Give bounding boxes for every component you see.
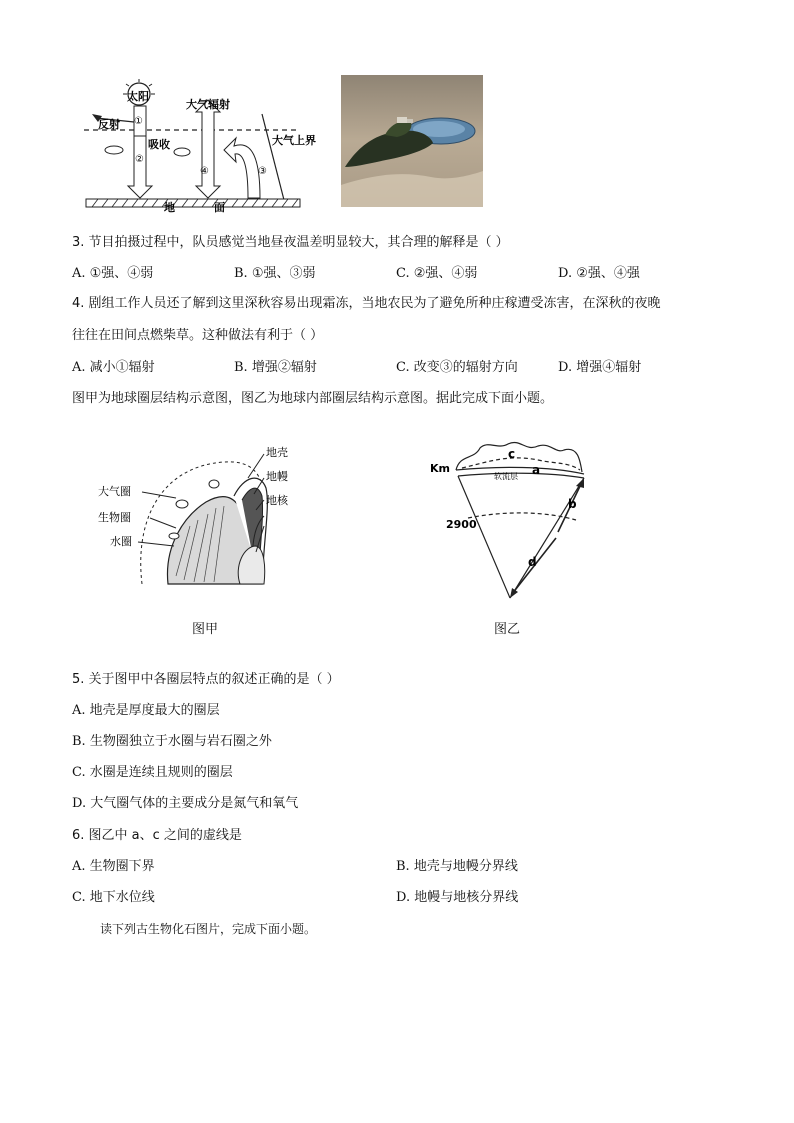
q4-option-a[interactable]: A. 减小①辐射 [72, 360, 155, 375]
crust-label: 地壳 [266, 446, 288, 459]
reflect-label: 反射 [98, 118, 120, 131]
desert-oasis-photo [341, 75, 483, 207]
svg-text:④: ④ [200, 166, 209, 177]
figure-yi-caption: 图乙 [494, 622, 521, 637]
label-c: c [508, 447, 516, 461]
core-label: 地核 [266, 494, 288, 507]
q5-option-b[interactable]: B. 生物圈独立于水圈与岩石圈之外 [72, 734, 272, 749]
q4-stem-line2: 往往在田间点燃柴草。这种做法有利于（ ） [72, 328, 324, 343]
ground-label-left: 地 [164, 201, 175, 214]
q6-option-b[interactable]: B. 地壳与地幔分界线 [396, 859, 518, 874]
label-km: Km [430, 462, 450, 475]
q3-option-a[interactable]: A. ①强、④弱 [72, 266, 154, 281]
label-b: b [568, 497, 577, 511]
q6-option-c[interactable]: C. 地下水位线 [72, 890, 155, 905]
figures-intro: 图甲为地球圈层结构示意图，图乙为地球内部圈层结构示意图。据此完成下面小题。 [72, 391, 554, 406]
label-2900: 2900 [446, 518, 477, 531]
ground-label-right: 面 [214, 201, 225, 214]
q3-option-d[interactable]: D. ②强、④强 [558, 266, 640, 281]
label-d: d [528, 555, 537, 569]
q5-option-d[interactable]: D. 大气圈气体的主要成分是氮气和氧气 [72, 796, 299, 811]
absorb-label: 吸收 [148, 138, 170, 151]
q6-option-a[interactable]: A. 生物圈下界 [72, 859, 155, 874]
q4-option-d[interactable]: D. 增强④辐射 [558, 360, 642, 375]
biosphere-label: 生物圈 [98, 511, 131, 524]
atm-radiation-label: 大气辐射 [186, 98, 230, 111]
sun-label: 太阳 [127, 90, 149, 103]
q3-stem: 3. 节目拍摄过程中，队员感觉当地昼夜温差明显较大，其合理的解释是（ ） [72, 235, 509, 250]
hydrosphere-label: 水圈 [110, 535, 132, 548]
atm-top-label: 大气上界 [272, 134, 316, 147]
q6-stem: 6. 图乙中 a、c 之间的虚线是 [72, 828, 242, 843]
q5-option-c[interactable]: C. 水圈是连续且规则的圈层 [72, 765, 233, 780]
earth-spheres-diagram [94, 436, 308, 592]
atmosphere-label: 大气圈 [98, 485, 131, 498]
q6-option-d[interactable]: D. 地幔与地核分界线 [396, 890, 519, 905]
svg-text:③: ③ [258, 166, 267, 177]
q4-option-c[interactable]: C. 改变③的辐射方向 [396, 360, 518, 375]
label-asthenosphere: 软流层 [494, 472, 518, 481]
q5-stem: 5. 关于图甲中各圈层特点的叙述正确的是（ ） [72, 672, 340, 687]
svg-text:②: ② [135, 154, 144, 165]
q3-option-c[interactable]: C. ②强、④弱 [396, 266, 478, 281]
figure-jia-caption: 图甲 [192, 622, 219, 637]
mantle-label: 地幔 [266, 470, 288, 483]
fossil-intro: 读下列古生物化石图片，完成下面小题。 [100, 922, 317, 936]
radiation-diagram [84, 78, 316, 214]
q4-stem-line1: 4. 剧组工作人员还了解到这里深秋容易出现霜冻，当地农民为了避免所种庄稼遭受冻害，在深秋的夜晚 [72, 296, 661, 311]
q4-option-b[interactable]: B. 增强②辐射 [234, 360, 317, 375]
svg-text:①: ① [134, 116, 143, 127]
earth-interior-diagram [428, 436, 604, 602]
q5-option-a[interactable]: A. 地壳是厚度最大的圈层 [72, 703, 220, 718]
q3-option-b[interactable]: B. ①强、③弱 [234, 266, 316, 281]
label-a: a [532, 463, 541, 477]
